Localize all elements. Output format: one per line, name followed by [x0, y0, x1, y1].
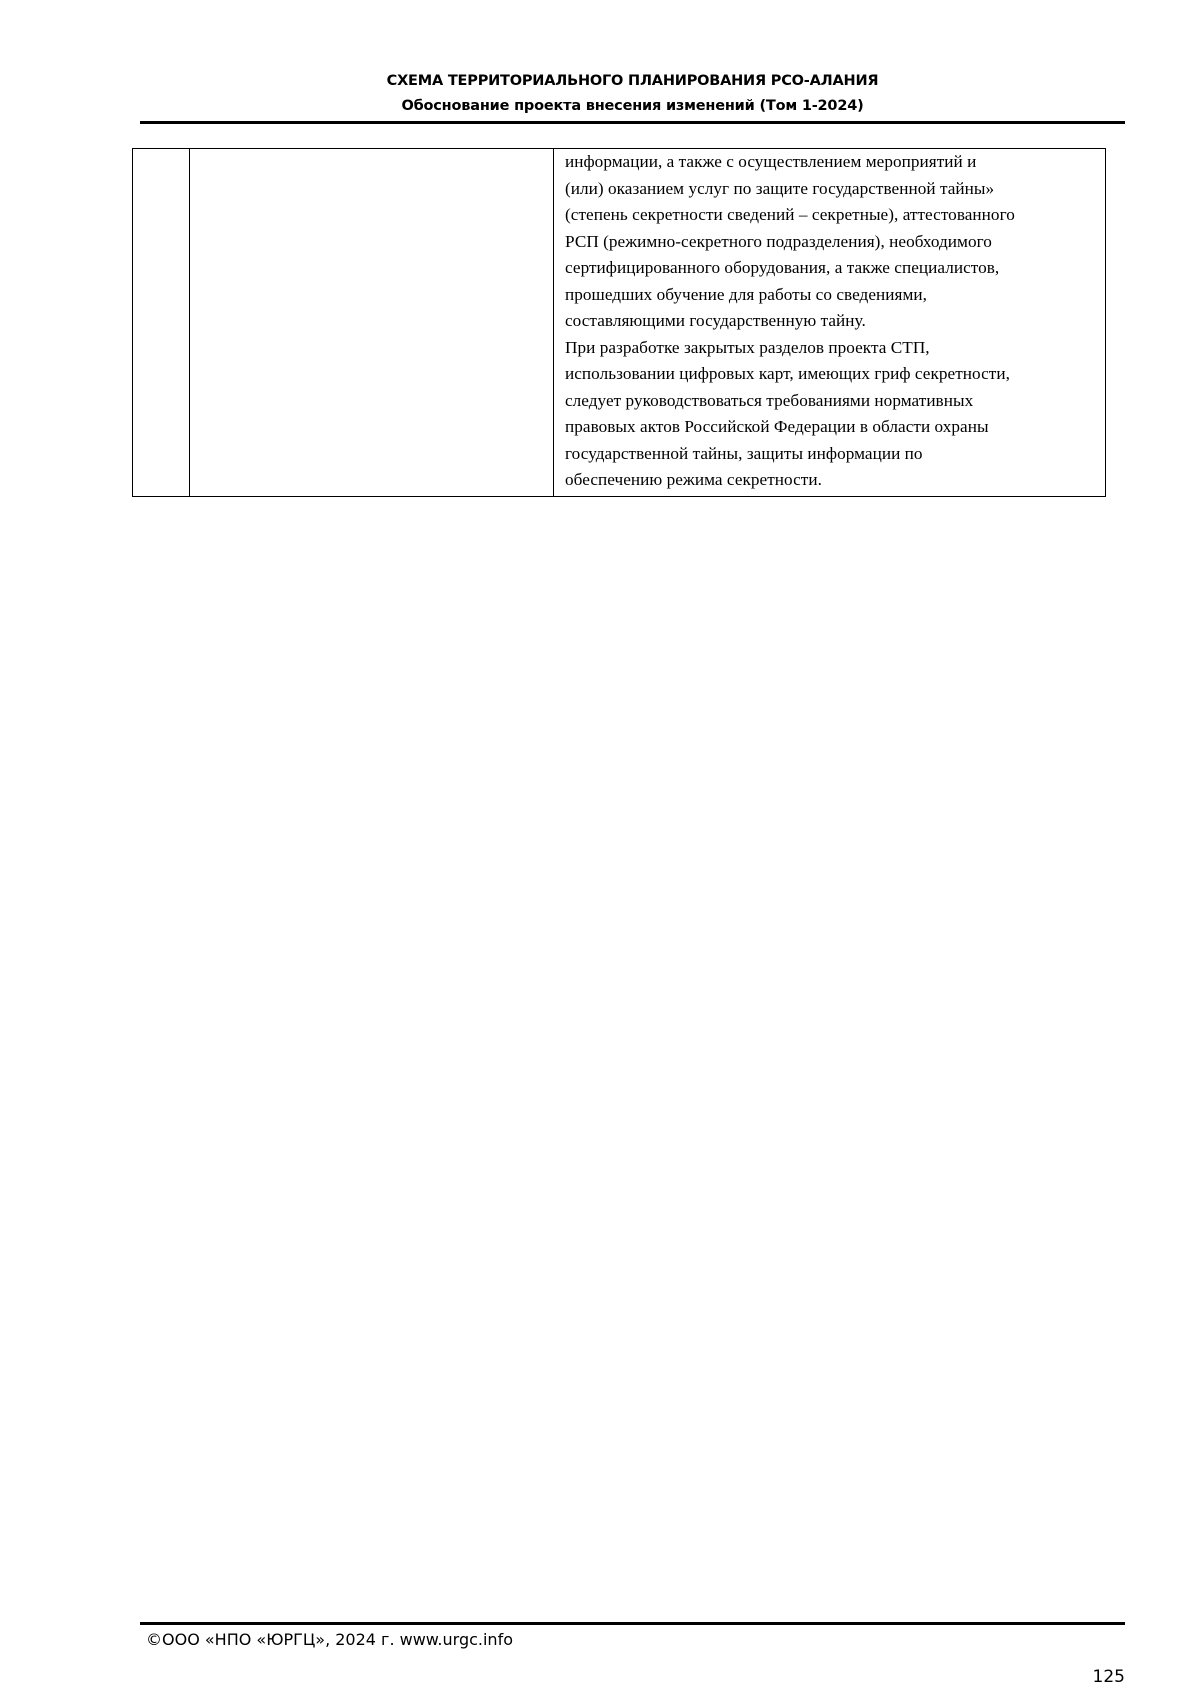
text-line: информации, а также с осуществлением мероприятий и	[565, 152, 977, 171]
text-line: (или) оказанием услуг по защите государственной тайны»	[565, 178, 995, 198]
row-number-cell	[133, 149, 190, 497]
text-line: РСП (режимно-секретного подразделения), необходимого	[565, 231, 992, 251]
text-line: (степень секретности сведений – секретные), аттестованного	[565, 205, 1015, 224]
header-title: СХЕМА ТЕРРИТОРИАЛЬНОГО ПЛАНИРОВАНИЯ РСО-АЛАНИЯ	[386, 73, 879, 89]
text-line: прошедших обучение для работы со сведениями,	[565, 284, 927, 304]
text-line: При разработке закрытых разделов проекта СТП,	[565, 337, 930, 357]
header-divider	[140, 121, 1125, 124]
text-line: правовых актов Российской Федерации в области охраны	[565, 417, 989, 436]
content-table	[132, 148, 1106, 497]
header-subtitle: Обоснование проекта внесения изменений (Том 1-2024)	[401, 98, 864, 114]
text-line: следует руководствоваться требованиями нормативных	[565, 390, 974, 410]
text-line: использовании цифровых карт, имеющих гриф секретности,	[565, 364, 1010, 383]
table-row	[133, 149, 1106, 497]
row-text-cell	[554, 149, 1106, 497]
footer-copyright: ©ООО «НПО «ЮРГЦ», 2024 г. www.urgc.info	[146, 1630, 513, 1649]
text-line: составляющими государственную тайну.	[565, 311, 866, 330]
text-line: сертифицированного оборудования, а также специалистов,	[565, 258, 1000, 277]
text-line: обеспечению режима секретности.	[565, 470, 822, 489]
page-number: 125	[1092, 1667, 1125, 1687]
row-name-cell	[190, 149, 554, 497]
footer-divider	[140, 1622, 1125, 1625]
text-line: государственной тайны, защиты информации по	[565, 443, 923, 463]
